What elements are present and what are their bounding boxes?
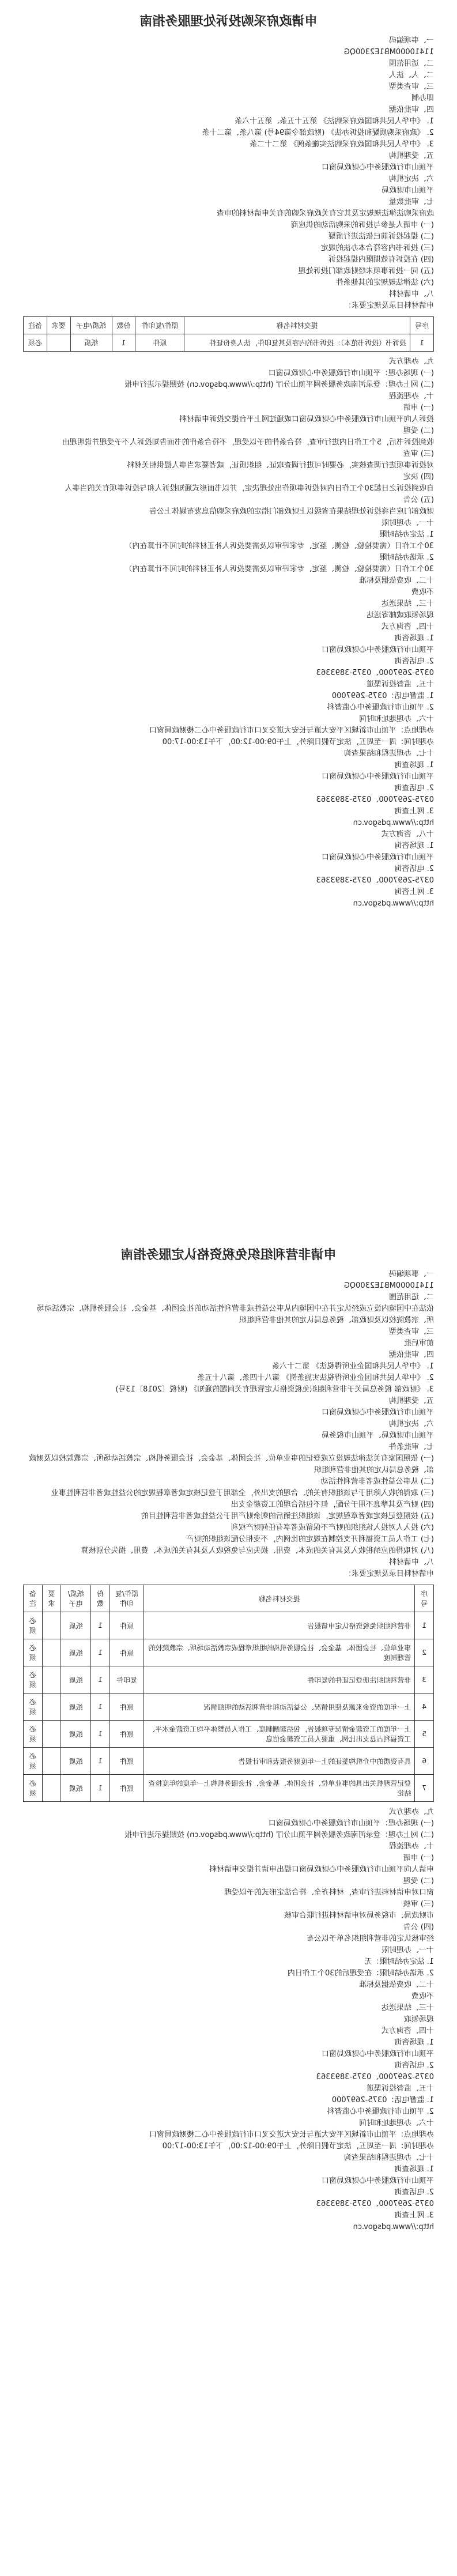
table-cell: 1 bbox=[91, 1775, 110, 1802]
doc-title-1: 申请政府采购投诉处理服务指南 bbox=[139, 14, 318, 29]
doc-line: (一) 申请 bbox=[403, 403, 434, 412]
table-row bbox=[24, 1775, 434, 1802]
doc-line: (一) 申请 bbox=[403, 1854, 434, 1862]
doc-line: (三) 审查 bbox=[403, 450, 434, 458]
table-cell: 投诉书（投诉书范本）：投诉书的内容及其复印件，法人身份证件 bbox=[184, 334, 410, 352]
table-row bbox=[24, 1666, 434, 1694]
doc-line: http://www.pdsgov.cn bbox=[353, 899, 434, 908]
doc-line: 2. 电话咨询 bbox=[394, 2061, 434, 2070]
table1-header: 序号 bbox=[410, 317, 434, 334]
table-cell: 原件 bbox=[109, 1694, 143, 1721]
doc-line: 对投诉事项进行调查核实，必要时可进行调查取证、组织质证，或者要求当事人提供相关材料 bbox=[126, 461, 434, 470]
doc-line: 0375-2697000、0375-3893363 bbox=[316, 795, 434, 804]
doc-line: 六、决定机构 bbox=[388, 175, 434, 183]
doc-line: 申请材料目录及规定要求： bbox=[343, 1570, 434, 1578]
doc-line: 1. 监督电话：0375-2697000 bbox=[331, 692, 434, 700]
table2-header: 序号 bbox=[415, 1585, 434, 1612]
table-cell: 纸质 bbox=[61, 1721, 91, 1748]
doc-line: 十、办理流程 bbox=[388, 1842, 434, 1851]
doc-line: 现场领取或邮寄送达 bbox=[366, 611, 434, 620]
doc-line: 平顶山市行政服务中心财政局窗口 bbox=[321, 163, 434, 172]
doc-line: 11410000MB1E2300QG bbox=[343, 1281, 434, 1290]
table-cell: 1 bbox=[91, 1639, 110, 1666]
doc-line: 不收费 bbox=[411, 588, 434, 597]
table2-header: 原件/复印件 bbox=[109, 1585, 143, 1612]
doc-line: 七、审批条件 bbox=[388, 1443, 434, 1451]
doc-line: (二) 网上办理：登录河南政务服务网平顶山分厅 (http://www.pdsgov.cn) 按照提示进行申报 bbox=[124, 1831, 434, 1839]
table-cell: 1 bbox=[415, 1612, 434, 1639]
doc-line: 三、审查类型 bbox=[388, 82, 434, 91]
doc-line: 2. 电话查询 bbox=[394, 784, 434, 793]
table1-header: 提交材料名称 bbox=[184, 317, 410, 334]
doc-line: 3. 网上查询 bbox=[394, 2211, 434, 2220]
doc-line: 1. 现场查询 bbox=[394, 2165, 434, 2174]
doc-line: 自收到投诉之日起30个工作日内对投诉事项作出处理决定，并以书面形式通知投诉人和与投诉事项有关的当事人 bbox=[65, 484, 434, 493]
doc-line: 3. 《中华人民共和国政府采购法实施条例》 第二十二条 bbox=[250, 140, 434, 149]
doc-line: 2. 《中华人民共和国企业所得税法实施条例》 第八十四条、第八十五条 bbox=[197, 1374, 434, 1382]
doc-line: 投诉人向平顶山市行政服务中心财政局窗口或通过网上平台提交投诉申请材料 bbox=[179, 415, 434, 424]
table-cell: 事业单位、社会团体、基金会、社会服务机构的组织章程或宗教活动场所、宗教院校的管理制度 bbox=[144, 1639, 415, 1666]
table-cell: 原件 bbox=[135, 334, 184, 352]
table-cell: 上一年度的资金来源及使用情况、公益活动和非营利活动的明细情况 bbox=[144, 1694, 415, 1721]
table-cell bbox=[42, 1775, 61, 1802]
doc-section-1 bbox=[0, 12, 457, 910]
table-cell: 原件 bbox=[109, 1721, 143, 1748]
doc-line: (三) 取得的收入除用于与该组织有关的、合理的支出外，全部用于登记核定或者章程规定的公益性或者非营利性事业 bbox=[51, 1489, 434, 1498]
doc-line: 办理时间：周一至周五，法定节假日除外，上午09:00-12:00，下午13:00-17:00 bbox=[162, 2142, 434, 2151]
doc-line: 办理时间：周一至周五，法定节假日除外，上午09:00-12:00，下午13:00-17:00 bbox=[162, 738, 434, 746]
doc-line: 十七、办理进程和结果查询 bbox=[343, 2153, 434, 2162]
doc-line: (三) 审核 bbox=[403, 1900, 434, 1909]
doc-line: 十一、办理时限 bbox=[381, 1946, 434, 1955]
doc-line: 平顶山市行政服务中心财政局窗口 bbox=[321, 1408, 434, 1417]
doc-line: 十五、监督投诉渠道 bbox=[366, 680, 434, 689]
doc-line: 2. 电话咨询 bbox=[394, 657, 434, 666]
table-row bbox=[24, 1694, 434, 1721]
table-cell: 登记管理机关出具的事业单位、社会团体、基金会、社会服务机构上一年度的年度检查结论 bbox=[144, 1775, 415, 1802]
doc-line: 一、事项编码 bbox=[388, 1270, 434, 1278]
doc-line: 30个工作日（需要检验、检测、鉴定、专家评审以及需要投诉人补正材料的时间不计算在内） bbox=[124, 565, 434, 574]
table2-header-row bbox=[24, 1585, 434, 1612]
doc-line: 平顶山市财政局、平顶山市税务局 bbox=[321, 1431, 434, 1440]
table-cell: 必须 bbox=[24, 1721, 43, 1748]
doc-line: 办理地点：平顶山市新城区平安大道与长安大道交叉口市行政服务中心二楼财政局窗口 bbox=[149, 726, 434, 735]
table-cell: 纸质 bbox=[61, 1612, 91, 1639]
table-cell: 非营利组织注册登记证件的复印件 bbox=[144, 1666, 415, 1694]
table-cell: 7 bbox=[415, 1775, 434, 1802]
table-cell bbox=[42, 1666, 61, 1694]
table-cell: 1 bbox=[91, 1666, 110, 1694]
doc-line: (一) 依照国家有关法律法规设立或登记的事业单位、社会团体、基金会、社会服务机构、宗教活动场所、宗教院校以及财政部、税务总局认定的其他非营利组织 bbox=[28, 1454, 434, 1474]
doc-line: 平顶山市行政服务中心财政局窗口 bbox=[321, 646, 434, 654]
doc-line: 2. 《政府采购质疑和投诉办法》 (财政部令第94号) 第八条、第二十条 bbox=[202, 129, 434, 137]
table-cell: 纸质 bbox=[61, 1639, 91, 1666]
table-cell: 1 bbox=[91, 1694, 110, 1721]
table-cell: 原件 bbox=[109, 1775, 143, 1802]
table-cell: 5 bbox=[415, 1721, 434, 1748]
table-cell bbox=[42, 1639, 61, 1666]
table2-header: 份数 bbox=[91, 1585, 110, 1612]
doc-line: (二) 从事公益性或者非营利性活动 bbox=[320, 1477, 434, 1486]
doc-line: 十六、办理地址和时间 bbox=[358, 715, 434, 723]
doc-line: 3. 网上查询 bbox=[394, 807, 434, 816]
table-cell: 纸质 bbox=[70, 334, 112, 352]
table-cell bbox=[42, 1721, 61, 1748]
doc-line: 十二、收费依据及标准 bbox=[358, 576, 434, 585]
table-cell: 必须 bbox=[24, 1694, 43, 1721]
table1-header-row bbox=[24, 317, 434, 334]
table-cell: 2 bbox=[415, 1639, 434, 1666]
doc-line: 十、办理流程 bbox=[388, 392, 434, 401]
table-cell bbox=[42, 1612, 61, 1639]
doc-line: (四) 公告 bbox=[403, 1923, 434, 1932]
table-row bbox=[24, 1612, 434, 1639]
doc-line: 十八、咨询方式 bbox=[381, 830, 434, 839]
doc-line: 2. 承诺办结时限：在受理后的30个工作日内 bbox=[287, 1969, 434, 1978]
table2-header: 要求 bbox=[42, 1585, 61, 1612]
table-cell: 1 bbox=[91, 1721, 110, 1748]
table-cell: 纸质 bbox=[61, 1694, 91, 1721]
doc-line: 五、受理机构 bbox=[388, 1397, 434, 1405]
doc-line: 1. 法定办结时限：无 bbox=[364, 1958, 434, 1966]
doc-line: http://www.pdsgov.cn bbox=[353, 819, 434, 827]
doc-line: 0375-2697000、0375-3893363 bbox=[316, 876, 434, 885]
doc-line: 十七、办理进程和结果查询 bbox=[343, 749, 434, 758]
doc-line: 1. 现场查询 bbox=[394, 761, 434, 770]
doc-line: 八、申请材料 bbox=[388, 290, 434, 299]
doc-line: 五、受理机构 bbox=[388, 152, 434, 160]
doc-line: 1. 监督电话：0375-2697000 bbox=[331, 2096, 434, 2104]
doc-line: 八、申请材料 bbox=[388, 1558, 434, 1567]
table1-header: 纸质/电子 bbox=[70, 317, 112, 334]
doc-line: 2. 平顶山市行政服务中心监督科 bbox=[327, 703, 434, 712]
doc-line: 九、办理方式 bbox=[388, 1808, 434, 1816]
doc-line: 二、适用范围 bbox=[388, 59, 434, 68]
table-cell: 非营利组织免税资格认定申请报告 bbox=[144, 1612, 415, 1639]
doc-line: 1. 《中华人民共和国企业所得税法》 第二十六条 bbox=[272, 1362, 434, 1371]
doc-line: 十一、办理时限 bbox=[381, 519, 434, 527]
doc-title-2: 申请非营利组织免税资格认定服务指南 bbox=[120, 1248, 337, 1262]
materials-table-1 bbox=[23, 316, 434, 352]
doc-line: 六、决定机构 bbox=[388, 1420, 434, 1428]
doc-line: 0375-2697000、0375-3893363 bbox=[316, 2200, 434, 2208]
doc-line: 四、审批依据 bbox=[388, 1351, 434, 1359]
table-cell: 原件 bbox=[109, 1612, 143, 1639]
doc-line: (四) 决定 bbox=[403, 473, 434, 481]
doc-section-2 bbox=[0, 1245, 457, 2233]
doc-line: 十三、结果送达 bbox=[381, 599, 434, 608]
doc-line: 二、适用范围 bbox=[388, 1293, 434, 1302]
doc-line: (二) 网上办理：登录河南政务服务网平顶山分厅 (http://www.pdsgov.cn) 按照提示进行申报 bbox=[124, 380, 434, 389]
doc-line: 平顶山市行政服务中心财政局窗口 bbox=[321, 2050, 434, 2058]
doc-line: (五) 按照登记核定或者章程规定，该组织注销后的剩余财产用于公益性或者非营利性目的 bbox=[141, 1512, 434, 1521]
table-cell: 1 bbox=[91, 1612, 110, 1639]
doc-line: (六) 投入人对投入该组织的财产不保留或者享有任何财产权利 bbox=[231, 1523, 434, 1532]
table-cell: 1 bbox=[112, 334, 135, 352]
table-row bbox=[24, 1721, 434, 1748]
doc-line: 3. 网上咨询 bbox=[394, 888, 434, 896]
doc-line: 平顶山市财政局 bbox=[381, 186, 434, 195]
doc-line: http://www.pdsgov.cn bbox=[353, 2223, 434, 2231]
doc-line: 平顶山市行政服务中心财政局窗口 bbox=[321, 2177, 434, 2185]
doc-line: (三) 投诉书内容符合本办法的规定 bbox=[320, 244, 434, 252]
table2-header: 纸质/电子 bbox=[61, 1585, 91, 1612]
doc-line: 十六、办理地址和时间 bbox=[358, 2119, 434, 2128]
table1-header: 份数 bbox=[112, 317, 135, 334]
doc-line: 二、人、法人 bbox=[388, 71, 434, 80]
doc1-body-before bbox=[0, 35, 457, 312]
doc-line: 三、审查类型 bbox=[388, 1327, 434, 1336]
table-cell: 4 bbox=[415, 1694, 434, 1721]
table-cell: 必须 bbox=[24, 1666, 43, 1694]
table-cell: 1 bbox=[410, 334, 434, 352]
doc-line: 一、事项编码 bbox=[388, 36, 434, 45]
doc-line: (一) 现场办理：平顶山市行政服务中心财政局窗口 bbox=[268, 1819, 434, 1828]
table-cell: 纸质 bbox=[61, 1666, 91, 1694]
doc-line: 十四、咨询方式 bbox=[381, 623, 434, 631]
doc-line: 2. 电话查询 bbox=[394, 2188, 434, 2197]
doc-line: 依法在中国境内设立或经认定并在中国境内从事公益性或非营利性活动的社会团体、基金会、社会服务机构、宗教活动场所、宗教院校以及财政部、税务总局认定的其他非营利组织 bbox=[36, 1304, 434, 1325]
table-cell: 必须 bbox=[24, 1775, 43, 1802]
doc-line: (二) 受理 bbox=[403, 1877, 434, 1885]
table-cell: 复印件 bbox=[109, 1666, 143, 1694]
doc-line: 1. 现场咨询 bbox=[394, 842, 434, 850]
doc-line: 现场领取 bbox=[403, 2015, 434, 2024]
table-row bbox=[24, 334, 434, 352]
doc-line: 办理地点：平顶山市新城区平安大道与长安大道交叉口市行政服务中心二楼财政局窗口 bbox=[149, 2130, 434, 2139]
table-cell: 纸质 bbox=[61, 1748, 91, 1775]
doc-line: 四、审批依据 bbox=[388, 105, 434, 114]
doc-line: 九、办理方式 bbox=[388, 357, 434, 366]
doc-line: 申请材料目录及规定要求： bbox=[343, 301, 434, 310]
table-cell: 必须 bbox=[24, 334, 47, 352]
doc-line: (四) 在投诉有效期限内提起投诉 bbox=[328, 255, 434, 264]
doc-line: (六) 法律法规规定的其他条件 bbox=[335, 278, 434, 287]
table-cell: 原件 bbox=[109, 1639, 143, 1666]
table2-body bbox=[24, 1612, 434, 1802]
doc-line: (五) 公告 bbox=[403, 496, 434, 504]
doc-line: 1. 现场咨询 bbox=[394, 2038, 434, 2047]
doc-line: 30个工作日（需要检验、检测、鉴定、专家评审以及需要投诉人补正材料的时间不计算在内） bbox=[124, 542, 434, 550]
table-cell: 6 bbox=[415, 1748, 434, 1775]
table-cell: 1 bbox=[91, 1748, 110, 1775]
doc-line: 3. 《财政部 税务总局关于非营利组织免税资格认定管理有关问题的通知》 (财税〔2018〕13号) bbox=[115, 1385, 434, 1394]
table1-header: 要求 bbox=[47, 317, 70, 334]
table-cell: 具有资质的中介机构鉴证的上一年度财务报表和审计报告 bbox=[144, 1748, 415, 1775]
doc2-body-before bbox=[0, 1269, 457, 1580]
doc-line: 2. 电话咨询 bbox=[394, 865, 434, 873]
table-cell: 必须 bbox=[24, 1639, 43, 1666]
doc-line: 1. 法定办结时限 bbox=[379, 530, 434, 539]
doc-line: (八) 对取得的应纳税收入及其有关的成本、费用、损失应与免税收入及其有关的成本、费用、损失分别核算 bbox=[81, 1547, 434, 1555]
materials-table-2 bbox=[23, 1585, 434, 1802]
table-cell: 纸质 bbox=[61, 1775, 91, 1802]
table-cell bbox=[42, 1748, 61, 1775]
table-cell: 上一年度的工资薪金情况专项报告，包括薪酬制度、工作人员整体平均工资薪金水平、工资福利占总支出比例、重要人员工资薪金信息 bbox=[144, 1721, 415, 1748]
doc-line: 市财政局、市税务局对申请材料进行联合审核 bbox=[284, 1911, 434, 1920]
table1-header: 原件/复印件 bbox=[135, 317, 184, 334]
doc-line: 收到投诉书后，5个工作日内进行审查，符合条件的予以受理，不符合条件的书面告知投诉人不予受理并说明理由 bbox=[62, 438, 434, 447]
doc-line: 十四、咨询方式 bbox=[381, 2027, 434, 2035]
table-cell bbox=[47, 334, 70, 352]
doc-line: 1. 现场咨询 bbox=[394, 634, 434, 643]
doc-line: 政府采购法律法规规定及其它有关政府采购的有关申请材料的审查 bbox=[216, 209, 434, 218]
doc-line: 2. 承诺办结时限 bbox=[379, 553, 434, 562]
doc-line: 经审核认定的非营利组织名单予以公布 bbox=[306, 1934, 434, 1943]
table-row bbox=[24, 1748, 434, 1775]
table-cell: 必须 bbox=[24, 1748, 43, 1775]
doc-line: 1. 《中华人民共和国政府采购法》 第五十五条、第五十六条 bbox=[235, 117, 434, 126]
doc-line: 2. 平顶山市行政服务中心监督科 bbox=[327, 2107, 434, 2116]
table-cell: 3 bbox=[415, 1666, 434, 1694]
table-row bbox=[24, 1639, 434, 1666]
table-cell bbox=[42, 1694, 61, 1721]
doc2-body-after bbox=[0, 1806, 457, 2233]
doc-line: 11410000MB1E2300QG bbox=[343, 48, 434, 56]
table1-header: 备注 bbox=[24, 317, 47, 334]
doc-line: (一) 现场办理：平顶山市行政服务中心财政局窗口 bbox=[268, 369, 434, 378]
doc-line: 十二、收费依据及标准 bbox=[358, 1981, 434, 1989]
doc-line: 0375-2697000、0375-3893363 bbox=[316, 669, 434, 677]
doc-line: 十五、监督投诉渠道 bbox=[366, 2084, 434, 2093]
doc1-body-after bbox=[0, 356, 457, 910]
doc-line: (七) 工作人员工资福利开支控制在规定的比例内，不变相分配该组织的财产 bbox=[186, 1535, 434, 1544]
table-cell: 原件 bbox=[109, 1748, 143, 1775]
doc-line: 窗口对申请材料进行审查，材料齐全、符合法定形式的予以受理 bbox=[224, 1888, 434, 1897]
doc-line: (四) 财产及其孳息不用于分配，但不包括合理的工资薪金支出 bbox=[231, 1500, 434, 1509]
doc-line: 不收费 bbox=[411, 1992, 434, 2001]
doc-line: (二) 提起投诉前已依法进行质疑 bbox=[328, 232, 434, 241]
doc-line: (一) 申请人是参与投诉的采购活动的供应商 bbox=[290, 221, 434, 229]
table2-header: 提交材料名称 bbox=[144, 1585, 415, 1612]
doc-line: (五) 同一投诉事项未经财政部门投诉处理 bbox=[298, 267, 434, 276]
doc-line: 0375-2697000、0375-3893363 bbox=[316, 2073, 434, 2081]
table-cell: 必须 bbox=[24, 1612, 43, 1639]
doc-line: 即办制 bbox=[411, 94, 434, 103]
table2-header: 备注 bbox=[24, 1585, 43, 1612]
doc-line: 平顶山市行政服务中心财政局窗口 bbox=[321, 772, 434, 781]
doc-line: 申请人向平顶山市行政服务中心财政局窗口提出申请并提交申请材料 bbox=[209, 1865, 434, 1874]
doc-line: 十三、结果送达 bbox=[381, 2004, 434, 2012]
doc-line: 财政部门应当将投诉处理结果在省级以上财政部门指定的政府采购信息发布媒体上公告 bbox=[149, 507, 434, 516]
doc-line: 前审后批 bbox=[403, 1339, 434, 1348]
doc-line: 平顶山市行政服务中心财政局窗口 bbox=[321, 853, 434, 862]
doc-line: 七、审批数量 bbox=[388, 198, 434, 206]
doc-line: (二) 受理 bbox=[403, 427, 434, 435]
